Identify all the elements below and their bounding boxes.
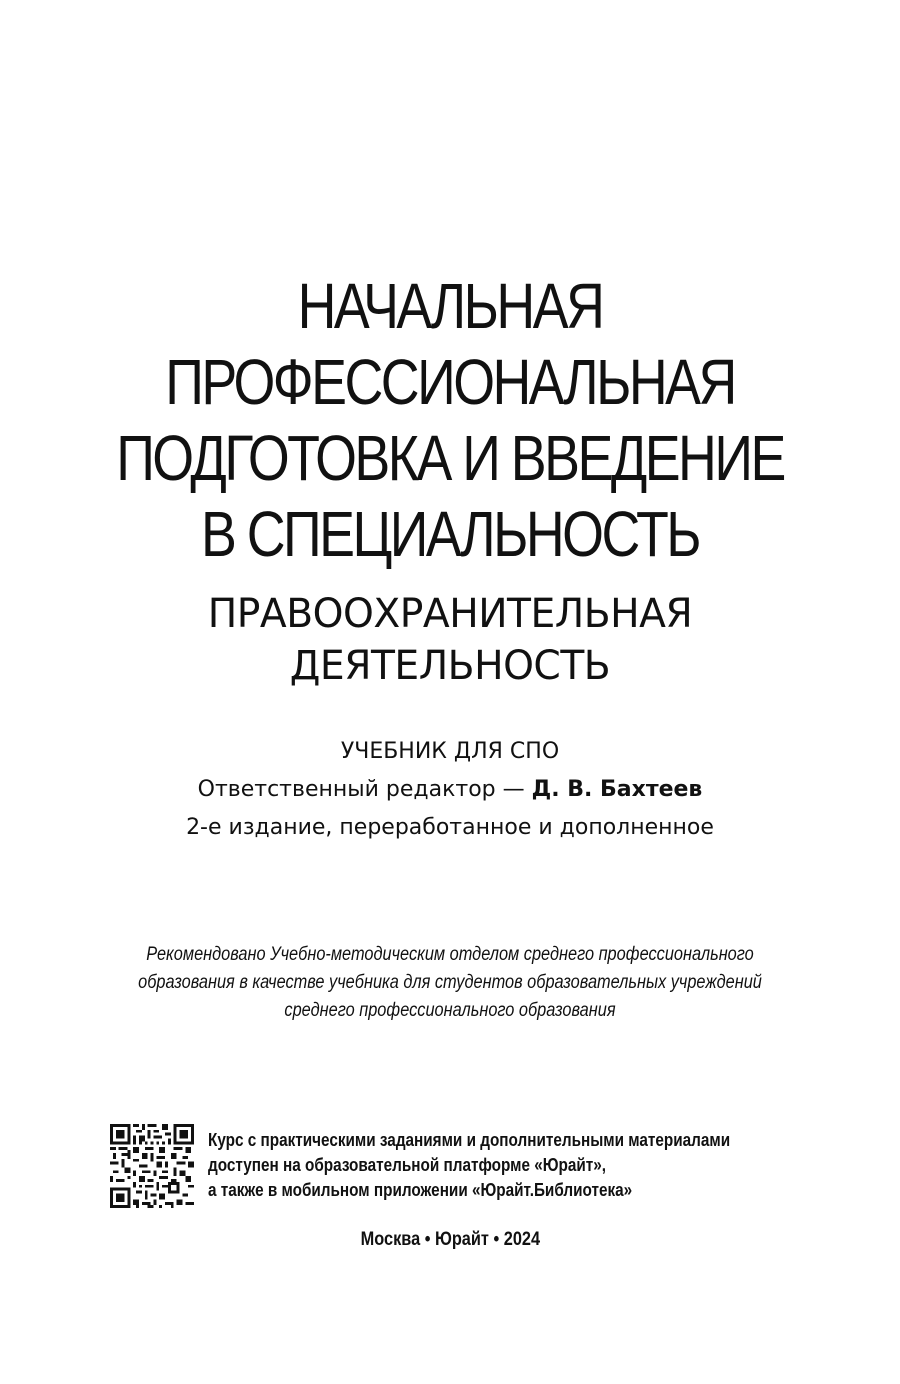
subtitle-line: ПРАВООХРАНИТЕЛЬНАЯ [207, 591, 693, 637]
title-line: НАЧАЛЬНАЯ [297, 270, 603, 342]
course-note-line: доступен на образовательной платформе «Юрайт», [208, 1155, 607, 1175]
book-type: УЧЕБНИК ДЛЯ СПО [340, 739, 560, 764]
course-note-line: Курс с практическими заданиями и дополнительными материалами [208, 1130, 731, 1150]
subtitle-line: ДЕЯТЕЛЬНОСТЬ [289, 643, 611, 689]
recommendation-note [0, 941, 900, 1025]
edition: 2-е издание, переработанное и дополненное [186, 815, 714, 840]
recommendation-line: среднего профессионального образования [284, 1000, 616, 1021]
course-note-line: а также в мобильном приложении «Юрайт.Библиотека» [208, 1180, 633, 1200]
recommendation-line: образования в качестве учебника для студентов образовательных учреждений [138, 972, 762, 993]
course-note [208, 1128, 828, 1203]
qr-code-icon[interactable] [110, 1124, 194, 1208]
title-line: В СПЕЦИАЛЬНОСТЬ [200, 498, 700, 570]
editor-name: Д. В. Бахтеев [531, 777, 703, 802]
recommendation-line: Рекомендовано Учебно-методическим отделом среднего профессионального [146, 944, 754, 965]
imprint [0, 1226, 900, 1254]
editor-prefix: Ответственный редактор — [197, 777, 532, 802]
title-line: ПРОФЕССИОНАЛЬНАЯ [165, 346, 735, 418]
editor-line [0, 771, 900, 809]
imprint-text: Москва • Юрайт • 2024 [360, 1229, 540, 1250]
book-subtitle [0, 588, 900, 692]
book-title [0, 268, 900, 572]
book-meta [0, 733, 900, 847]
title-line: ПОДГОТОВКА И ВВЕДЕНИЕ [116, 422, 784, 494]
